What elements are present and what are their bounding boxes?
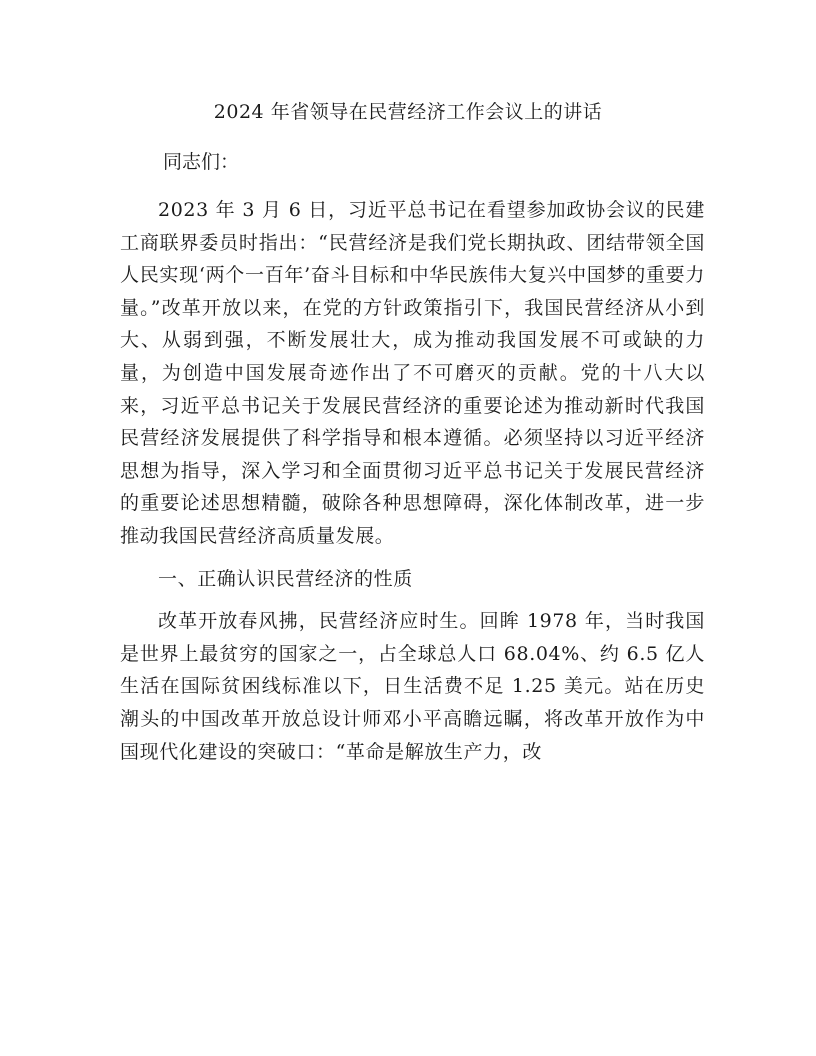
document-body <box>120 194 705 778</box>
paragraph-intro: 2023 年 3 月 6 日，习近平总书记在看望参加政协会议的民建工商联界委员时指出：“民营经济是我们党长期执政、团结带领全国人民实现‘两个一百年’奋斗目标和中华民族伟大复兴中国梦的重要力量。”改革开放以来，在党的方针政策指引下，我国民营经济从小到大、从弱到强，不断发展壮大，成为推动我国发展不可或缺的力量，为创造中国发展奇迹作出了不可磨灭的贡献。党的十八大以来，习近平总书记关于发展民营经济的重要论述为推动新时代我国民营经济发展提供了科学指导和根本遵循。必须坚持以习近平经济思想为指导，深入学习和全面贯彻习近平总书记关于发展民营经济的重要论述思想精髓，破除各种思想障碍，深化体制改革，进一步推动我国民营经济高质量发展。 <box>120 199 705 547</box>
document-title: 2024 年省领导在民营经济工作会议上的讲话 <box>213 101 603 123</box>
section-heading-1: 一、正确认识民营经济的性质 <box>158 567 413 590</box>
paragraph-section-1: 改革开放春风拂，民营经济应时生。回眸 1978 年，当时我国是世界上最贫穷的国家之一，占全球总人口 68.04%、约 6.5 亿人生活在国际贫困线标准以下，日生活费不足 1.25 美元。站在历史潮头的中国改革开放总设计师邓小平高瞻远瞩，将改革开放作为中国现代化建设的突破口：“革命是解放生产力，改 <box>120 610 705 763</box>
salutation: 同志们： <box>163 151 240 173</box>
